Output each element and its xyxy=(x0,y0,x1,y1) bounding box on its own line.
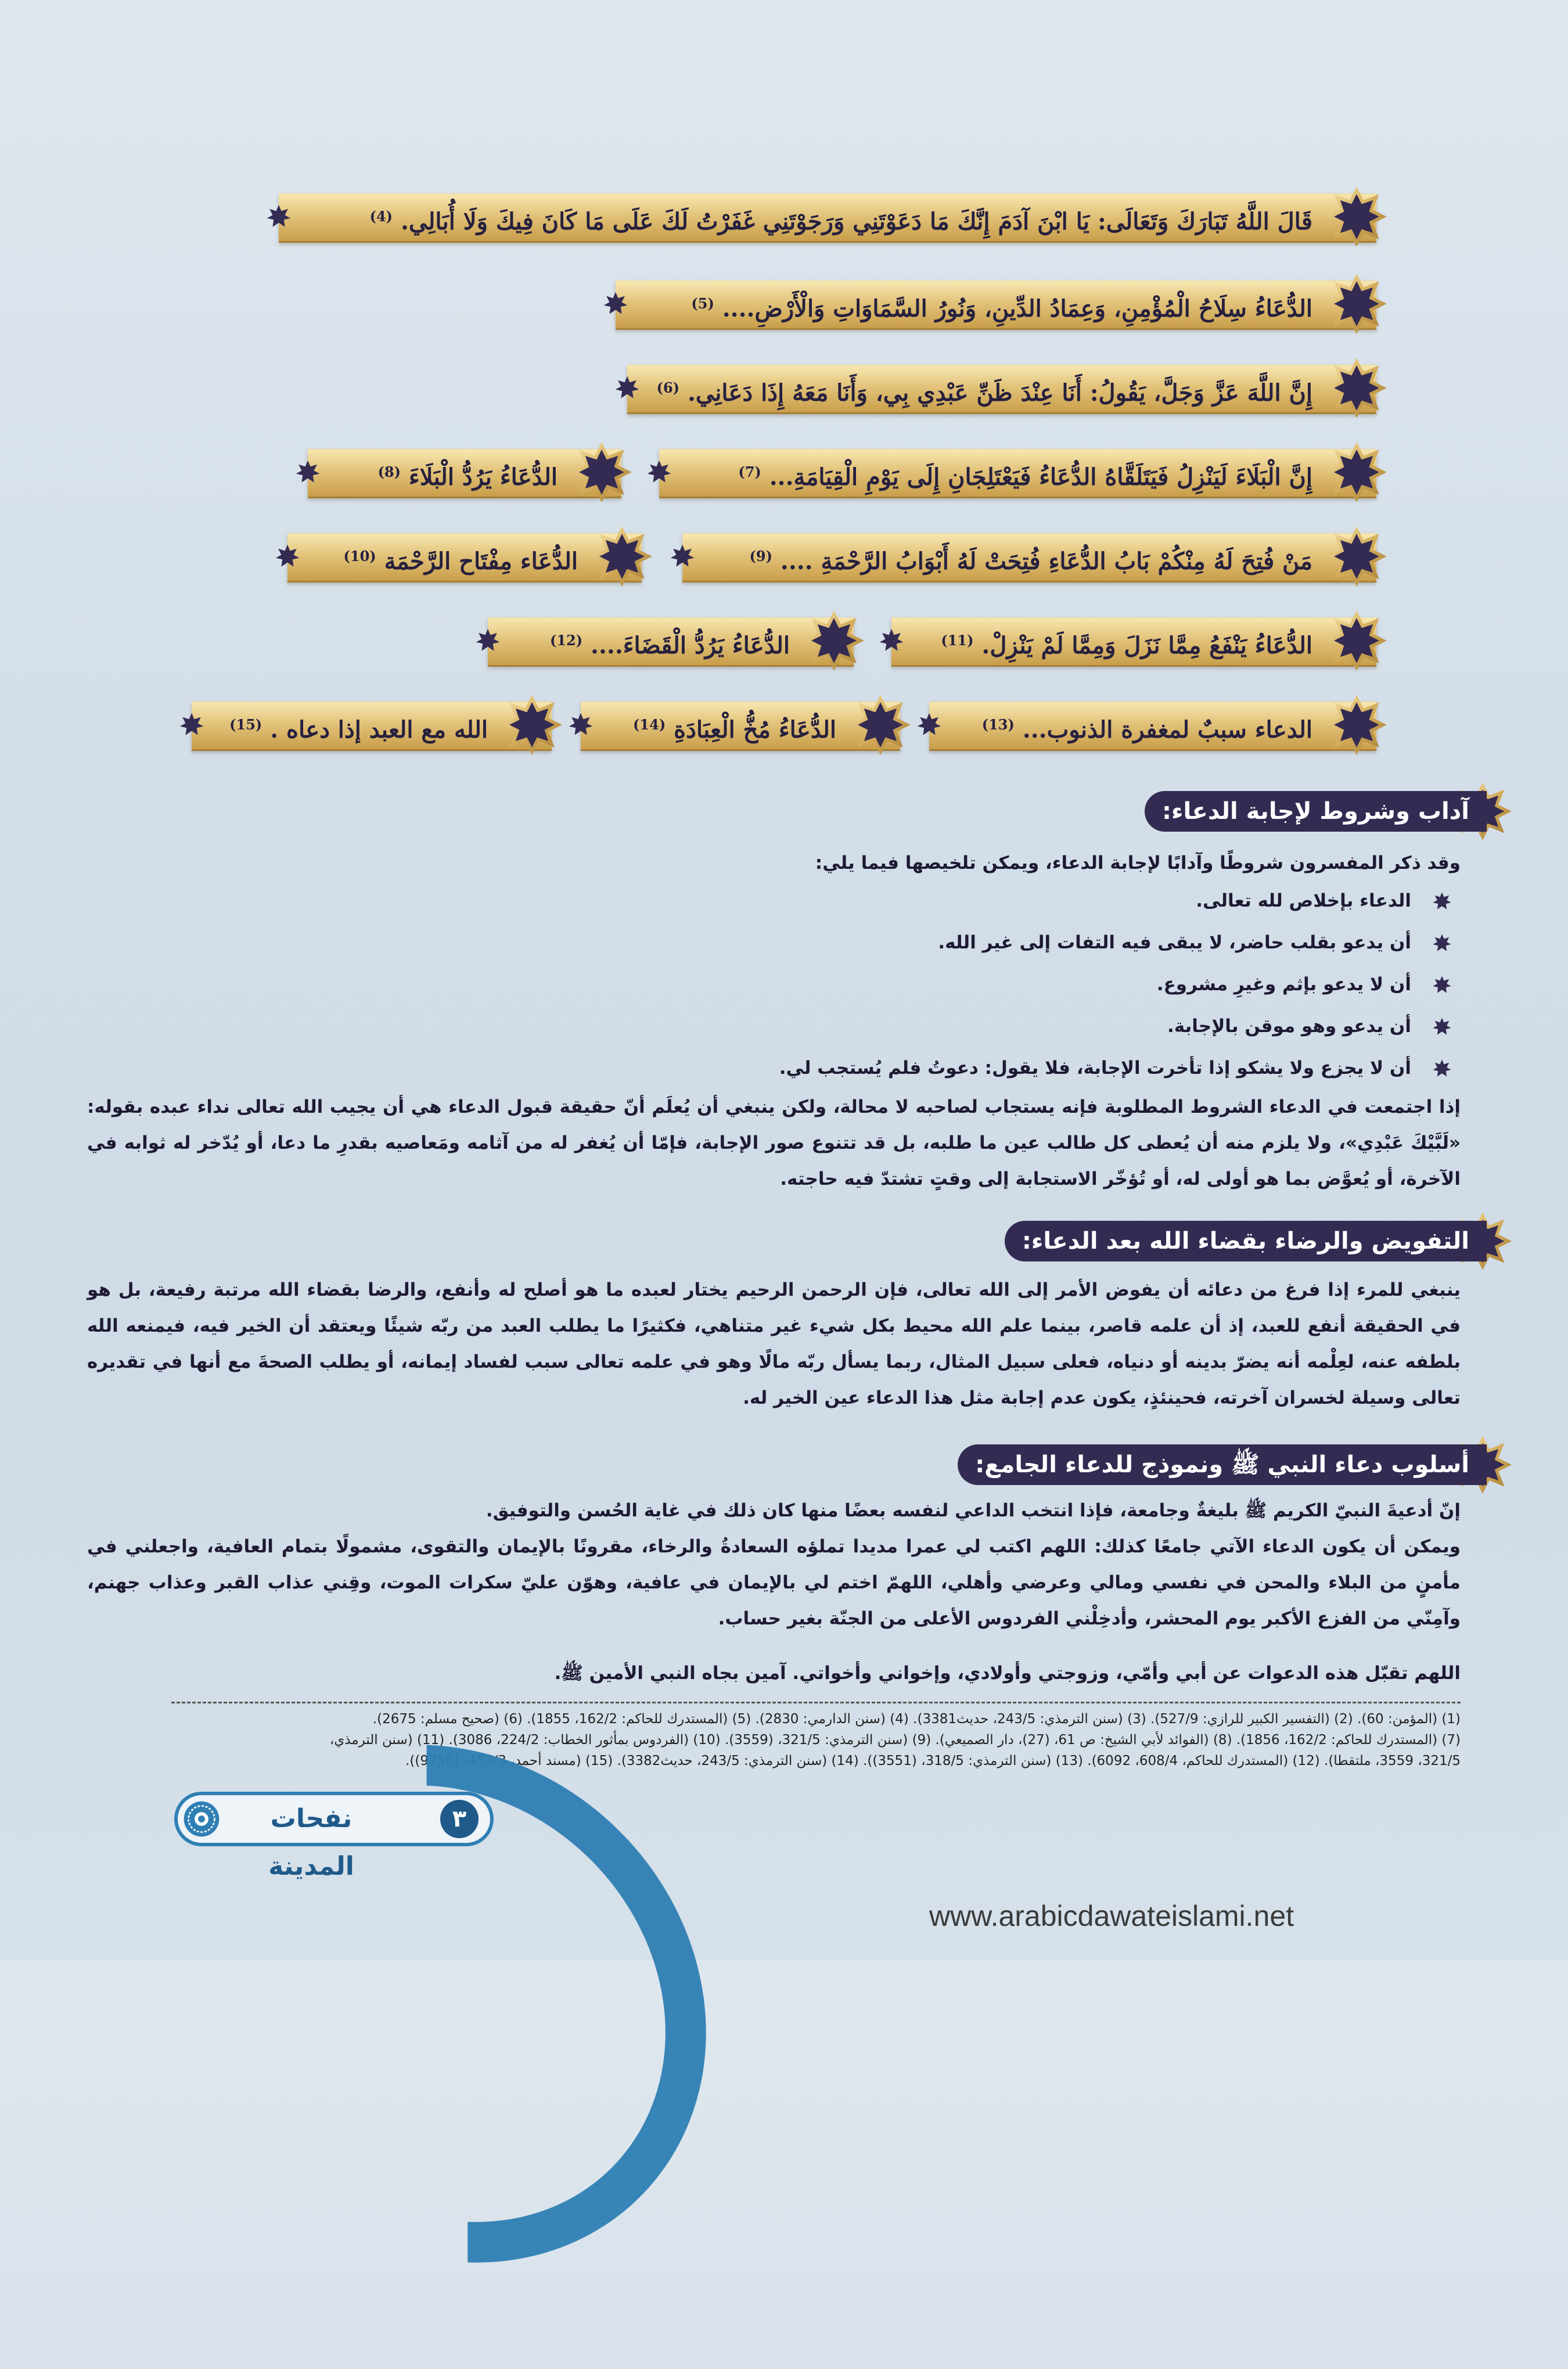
footnotes xyxy=(55,1709,1461,1771)
star-dot-icon xyxy=(879,628,904,653)
section1-intro: وقد ذكر المفسرون شروطًا وآدابًا لإجابة الدعاء، ويمكن تلخيصها فيما يلي: xyxy=(815,853,1461,873)
star-dot-icon xyxy=(266,204,292,229)
footnote-line: (1) (المؤمن: 60). (2) (التفسير الكبير للرازي: 527/9). (3) (سنن الترمذي: 243/5، حديث3381). (4) (سنن الدارمي: 2830). (5) (المستدرك للحاكم: 162/2، 1855). (6) (صحيح مسلم: 2675). xyxy=(372,1712,1461,1727)
quote-text-9: الدُّعَاءُ يَرُدُّ الْقَضَاءَ.... xyxy=(591,632,790,659)
star-dot-icon xyxy=(275,544,300,569)
bullet-star-icon xyxy=(1432,1017,1452,1037)
quote-banner-8 xyxy=(891,613,1376,668)
list-item xyxy=(174,964,1452,1005)
list-item-text: أن يدعو وهو موقن بالإجابة. xyxy=(1167,1016,1411,1037)
star-dot-icon xyxy=(646,459,672,485)
list-item-text: الدعاء بإخلاص لله تعالى. xyxy=(1196,890,1411,911)
star-badge-icon xyxy=(591,525,653,588)
quote-banner-4 xyxy=(659,444,1376,500)
quote-text-4: إِنَّ الْبَلَاءَ لَيَنْزِلُ فَيَتَلَقَّاهُ الدُّعَاءُ فَيَعْتَلِجَانِ إِلَى يَوْمِ الْقِيَامَةِ... xyxy=(769,463,1312,491)
rosette-icon xyxy=(182,1800,221,1838)
section3-p2: ويمكن أن يكون الدعاء الآتي جامعًا كذلك: اللهم اكتب لي عمرا مديدا تملؤه السعادةُ والرخاء، مقرونًا بالإيمان والتقوى، مشمولًا بتمام العافية، واجعلني في مأمنٍ من البلاء والمحن في نفسي ومالي وعرضي وأهلي، اللهمّ اختم لي بالإيمان في عافية، وهوّن عليّ سكرات الموت، وقِني عذاب القبر وعذاب جهنم، وآمِنّي من الفزع الأكبر يوم المحشر، وأدخِلْني الفردوس الأعلى من الجنّة بغير حساب. xyxy=(87,1536,1461,1629)
footnote-line: 321/5، 3559، ملتقطا). (12) (المستدرك للحاكم، 608/4، 6092). (13) (سنن الترمذي: 318/5، (3551)). (14) (سنن الترمذي: 243/5، حديث3382). (15) (مسند أحمد، 453/3، (9756)). xyxy=(405,1753,1461,1768)
list-item xyxy=(174,1005,1452,1047)
footnote-divider xyxy=(171,1702,1461,1703)
conditions-list xyxy=(174,880,1452,1089)
quote-banner-6 xyxy=(682,529,1376,584)
quote-text-12: الله مع العبد إذا دعاه . xyxy=(270,716,488,743)
star-dot-icon xyxy=(916,712,942,738)
quote-ref-11: (14) xyxy=(633,716,666,733)
quote-ref-4: (7) xyxy=(738,463,761,480)
star-badge-icon xyxy=(1325,185,1388,248)
page-number: ٣ xyxy=(440,1800,479,1838)
quote-banner-5 xyxy=(308,444,621,500)
star-dot-icon xyxy=(603,291,628,317)
star-badge-icon xyxy=(1325,693,1388,756)
quote-ref-3: (6) xyxy=(656,379,679,396)
quote-banner-10 xyxy=(929,697,1376,753)
bullet-star-icon xyxy=(1432,975,1452,995)
section3-p3: اللهم تقبّل هذه الدعوات عن أبي وأمّي، وزوجتي وأولادي، وإخواني وأخواتي. آمين بجاه النبي الأمين ﷺ. xyxy=(554,1663,1461,1684)
quote-text-3: إِنَّ اللَّهَ عَزَّ وَجَلَّ، يَقُولُ: أَنَا عِنْدَ ظَنِّ عَبْدِي بِي، وَأَنَا مَعَهُ إِذَا دَعَانِي. xyxy=(687,379,1312,407)
list-item-text: أن يدعو بقلب حاضر، لا يبقى فيه التفات إلى غير الله. xyxy=(938,932,1411,953)
section2-paragraph: ينبغي للمرء إذا فرغ من دعائه أن يفوض الأمر إلى الله تعالى، فإن الرحمن الرحيم يختار لعبده ما هو أصلح له وأنفع، والرضا بقضاء الله مرتبة رفيعة، بل هو في الحقيقة أنفع للعبد، إذ أن علمه قاصر، بينما علم الله محيط بكل شيء غير متناهي، فكثيرًا ما يطلب العبد من ربّه شيئًا ويعتقد أن الخير فيه، فيمنعه الله بلطفه عنه، لعِلْمه أنه يضرّ بدينه أو دنياه، فعلى سبيل المثال، ربما يسأل ربّه مالًا وهو في علمه تعالى سبب لفساد إيمانه، أو يطلب الصحةَ مع أنها في تقديره تعالى وسيلة لخسران آخرته، فحينئذٍ، يكون عدم إجابة مثل هذا الدعاء عين الخير له. xyxy=(87,1279,1461,1408)
quote-text-1: قَالَ اللَّهُ تَبَارَكَ وَتَعَالَى: يَا ابْنَ آدَمَ إِنَّكَ مَا دَعَوْتَنِي وَرَجَوْتَنِي غَفَرْتُ لَكَ عَلَى مَا كَانَ فِيكَ وَلَا أُبَالِي. xyxy=(400,208,1312,235)
star-badge-icon xyxy=(570,441,633,504)
star-badge-icon xyxy=(803,609,865,672)
quote-text-11: الدُّعَاءُ مُخُّ الْعِبَادَةِ xyxy=(674,716,836,743)
quote-ref-5: (8) xyxy=(377,463,401,480)
quote-ref-6: (9) xyxy=(749,548,772,565)
list-item xyxy=(174,880,1452,922)
star-badge-icon xyxy=(1325,357,1388,419)
quote-ref-12: (15) xyxy=(229,716,262,733)
quote-banner-3 xyxy=(627,360,1376,416)
magazine-tab xyxy=(174,1792,494,1881)
website-url: www.arabicdawateislami.net xyxy=(929,1900,1294,1932)
star-badge-icon xyxy=(1325,441,1388,504)
quote-banner-9 xyxy=(488,613,854,668)
star-badge-icon xyxy=(849,693,912,756)
bullet-star-icon xyxy=(1432,891,1452,911)
quote-ref-9: (12) xyxy=(549,632,583,649)
quote-text-10: الدعاء سببٌ لمغفرة الذنوب... xyxy=(1022,716,1312,743)
star-badge-icon xyxy=(1325,272,1388,335)
quote-ref-2: (5) xyxy=(691,295,714,312)
quote-text-7: الدُّعَاء مِفْتَاح الرَّحْمَة xyxy=(384,548,578,575)
quote-ref-7: (10) xyxy=(343,548,376,565)
quote-ref-8: (11) xyxy=(941,632,974,649)
section-heading-submission: التفويض والرضاء بقضاء الله بعد الدعاء: xyxy=(1005,1221,1487,1261)
list-item xyxy=(174,1047,1452,1089)
quote-banner-2 xyxy=(616,276,1376,332)
quote-text-5: الدُّعَاءُ يَرُدُّ الْبَلَاءَ xyxy=(408,463,558,491)
star-dot-icon xyxy=(179,712,204,738)
star-dot-icon xyxy=(568,712,594,738)
star-dot-icon xyxy=(475,628,501,653)
list-item-text: أن لا يدعو بإثم وغيرِ مشروع. xyxy=(1156,974,1411,995)
star-dot-icon xyxy=(670,544,695,569)
star-badge-icon xyxy=(1325,609,1388,672)
quote-banner-7 xyxy=(287,529,642,584)
bullet-star-icon xyxy=(1432,1059,1452,1079)
quote-banner-12 xyxy=(192,697,552,753)
star-badge-icon xyxy=(1325,525,1388,588)
section1-paragraph: إذا اجتمعت في الدعاء الشروط المطلوبة فإنه يستجاب لصاحبه لا محالة، ولكن ينبغي أن يُعلَم أنّ حقيقة قبول الدعاء هي أن يجيب الله تعالى نداء عبده بقوله: «لَبَّيْكَ عَبْدِي»، ولا يلزم منه أن يُعطى كل طالب عين ما طلبه، بل قد تتنوع صور الإجابة، فإمّا أن يُغفر له من آثامه ومَعاصيه بقدرِ ما دعا، أو يُدّخر له ثوابه في الآخرة، أو يُعوَّض بما هو أولى له، أو تُؤخّر الاستجابة إلى وقتٍ تشتدّ فيه حاجته. xyxy=(87,1097,1461,1189)
quote-text-6: مَنْ فُتِحَ لَهُ مِنْكُمْ بَابُ الدُّعَاءِ فُتِحَتْ لَهُ أَبْوَابُ الرَّحْمَةِ .... xyxy=(780,548,1312,575)
list-item-text: أن لا يجزع ولا يشكو إذا تأخرت الإجابة، فلا يقول: دعوتُ فلم يُستجب لي. xyxy=(779,1058,1411,1079)
quote-banner-1 xyxy=(279,189,1376,245)
quote-ref-10: (13) xyxy=(981,716,1015,733)
quote-text-8: الدُّعَاءُ يَنْفَعُ مِمَّا نَزَلَ وَمِمَّا لَمْ يَنْزِلْ. xyxy=(981,632,1312,659)
star-badge-icon xyxy=(501,693,563,756)
quote-banner-11 xyxy=(581,697,900,753)
star-dot-icon xyxy=(614,375,640,401)
section3-p1: إنّ أدعيةَ النبيّ الكريم ﷺ بليغةٌ وجامعة، فإذا انتخب الداعي لنفسه بعضًا منها كان ذلك في غاية الحُسن والتوفيق. xyxy=(485,1500,1461,1521)
magazine-title: نفحات المدينة xyxy=(268,1804,354,1881)
quote-ref-1: (4) xyxy=(369,208,393,225)
quote-text-2: الدُّعَاءُ سِلَاحُ الْمُؤْمِنِ، وَعِمَادُ الدِّينِ، وَنُورُ السَّمَاوَاتِ وَالْأَرْضِ.... xyxy=(722,295,1312,322)
section-heading-etiquette: آداب وشروط لإجابة الدعاء: xyxy=(1145,791,1487,832)
bullet-star-icon xyxy=(1432,933,1452,953)
list-item xyxy=(174,922,1452,964)
footnote-line: (7) (المستدرك للحاكم: 162/2، 1856). (8) (الفوائد لأبي الشيخ: ص 61، (27)، دار الصميعي). (9) (سنن الترمذي: 321/5، (3559). (10) (الفردوس بمأثور الخطاب: 224/2، 3086). (11) (سنن الترمذي، xyxy=(329,1732,1461,1748)
section-heading-prophet-supplication: أسلوب دعاء النبي ﷺ ونموذج للدعاء الجامع: xyxy=(958,1444,1487,1485)
star-dot-icon xyxy=(295,459,321,485)
